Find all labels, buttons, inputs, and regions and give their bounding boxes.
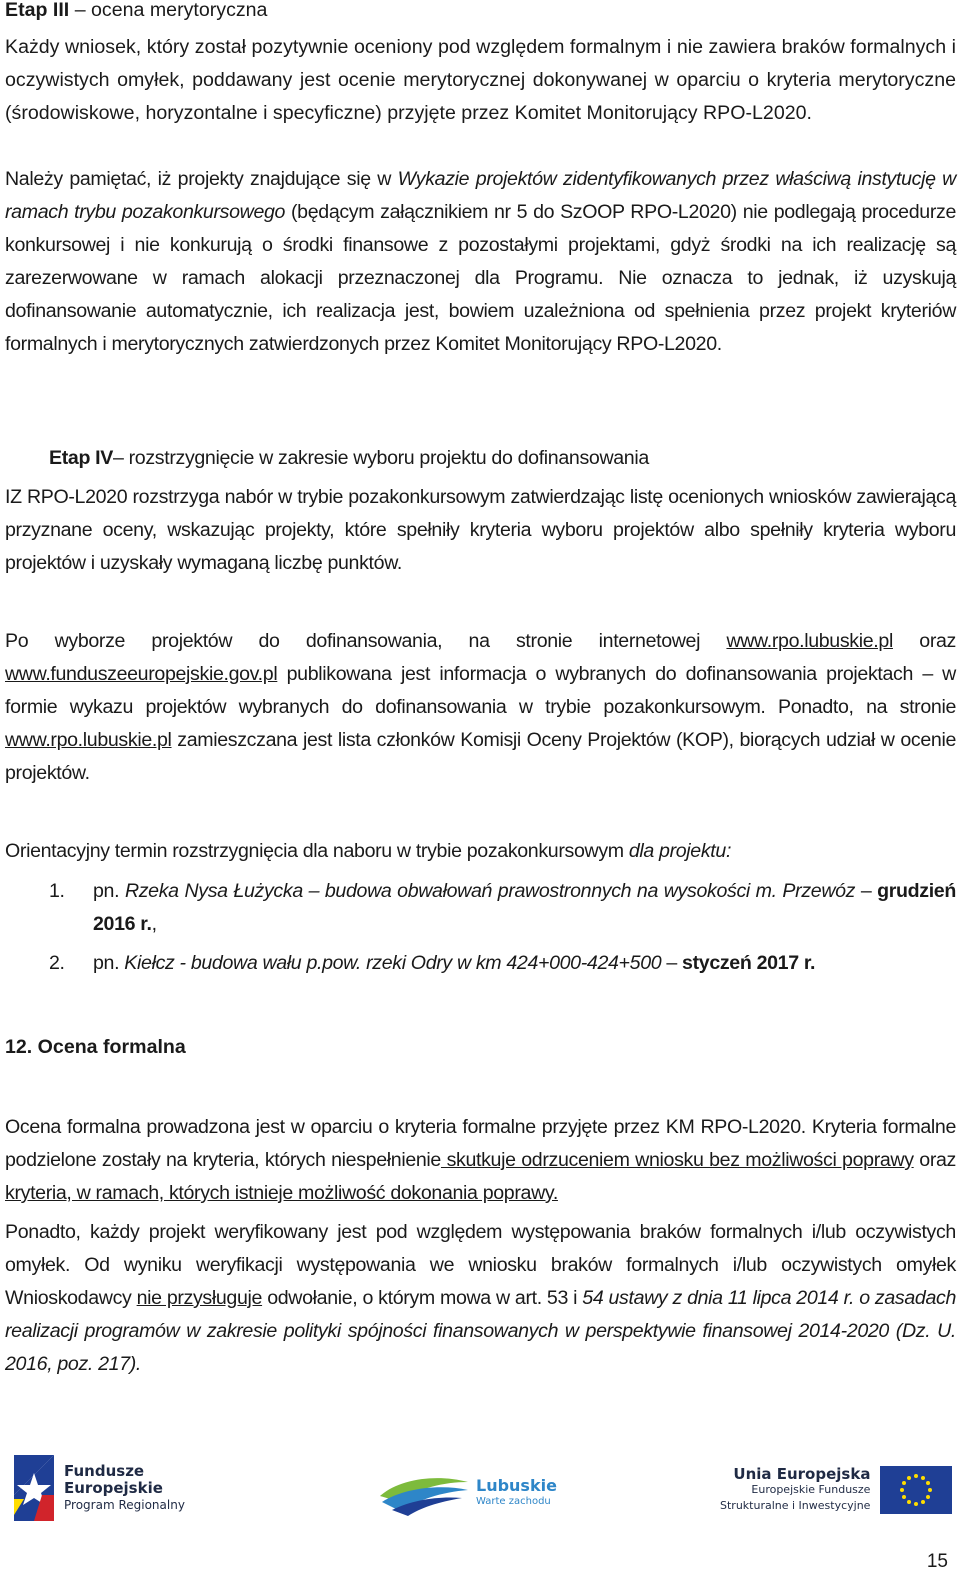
lubuskie-logo: Lubuskie Warte zachodu (378, 1469, 557, 1519)
stage3-paragraph-1: Każdy wniosek, który został pozytywnie oceniony pod względem formalnym i nie zawiera braków formalnych i oczywistych omyłek, poddawany jest ocenie merytorycznej dokonywanej w oparciu o kryteria merytoryczne (środowiskowe, horyzontalne i specyficzne) przyjęte przez Komitet Monitorujący RPO-L2020. (5, 36, 956, 124)
section-12-heading (5, 1031, 956, 1064)
section-12-paragraph-1: Ocena formalna prowadzona jest w oparciu o kryteria formalne przyjęte przez KM RPO-L2020. Kryteria formalne podzielone zostały na kryteria, których niespełnienie skutkuje odrzuceniem wniosku bez możliwości poprawy oraz kryteria, w ramach, których istnieje możliwość dokonania poprawy. (5, 1116, 956, 1204)
stage4-paragraph-3: Orientacyjny termin rozstrzygnięcia dla naboru w trybie pozakonkursowym dla projektu: (5, 840, 732, 862)
list-item: 1. pn. Rzeka Nysa Łużycka – budowa obwałowań prawostronnych na wysokości m. Przewóz – grudzień 2016 r., (49, 880, 956, 935)
stage4-paragraph-2: Po wyborze projektów do dofinansowania, na stronie internetowej www.rpo.lubuskie.pl oraz www.funduszeeuropejskie.gov.pl publikowana jest informacja o wybranych do dofinansowania projektach – w formie wykazu projektów wybranych do dofinansowania w trybie pozakonkursowym. Ponadto, na stronie www.rpo.lubuskie.pl zamieszczana jest lista członków Komisji Oceny Projektów (KOP), biorących udział w ocenie projektów. (5, 630, 956, 784)
stage4-title-rest: – rozstrzygnięcie w zakresie wyboru projektu do dofinansowania (112, 447, 649, 469)
stage3-paragraph-2: Należy pamiętać, iż projekty znajdujące się w Wykazie projektów zidentyfikowanych przez właściwą instytucję w ramach trybu pozakonkursowego (będącym załącznikiem nr 5 do SzOOP RPO-L2020) nie podlegają procedurze konkursowej i nie konkurują o środki finansowe z pozostałymi projektami, gdyż środki na ich realizację są zarezerwowane w ramach alokacji przeznaczonej dla Programu. Nie oznacza to jednak, iż uzyskują dofinansowanie automatycznie, ich realizacja jest, bowiem uzależniona od spełnienia przez projekt kryteriów formalnych i merytorycznych zatwierdzonych przez Komitet Monitorujący RPO-L2020. (5, 168, 956, 355)
project-list-title: Wykazie projektów zidentyfikowanych przez właściwą instytucję w ramach trybu pozakonkursowego (5, 168, 956, 223)
link-rpo-lubuskie-2[interactable]: www.rpo.lubuskie.pl (5, 729, 172, 751)
fundusze-europejskie-logo: Fundusze Europejskie Program Regionalny (14, 1455, 185, 1521)
section-12-paragraph-2: Ponadto, każdy projekt weryfikowany jest pod względem występowania braków formalnych i/lub oczywistych omyłek. Od wyniku weryfikacji występowania we wniosku braków formalnych i/lub oczywistych omyłek Wnioskodawcy nie przysługuje odwołanie, o którym mowa w art. 53 i 54 ustawy z dnia 11 lipca 2014 r. o zasadach realizacji programów w zakresie polityki spójności finansowanych w perspektywie finansowej 2014-2020 (Dz. U. 2016, poz. 217). (5, 1221, 956, 1375)
list-item: 2. pn. Kiełcz - budowa wału p.pow. rzeki Odry w km 424+000-424+500 – styczeń 2017 r. (49, 952, 816, 974)
stage4-title: Etap IV (49, 447, 113, 469)
stage3-heading (5, 0, 956, 27)
footer-logos (0, 1455, 960, 1525)
eu-flag-icon (880, 1466, 952, 1514)
link-funduszeeuropejskie[interactable]: www.funduszeeuropejskie.gov.pl (5, 663, 278, 685)
page-number: 15 (926, 1551, 948, 1572)
project-deadline-list (5, 875, 956, 980)
lubuskie-wave-icon (378, 1472, 470, 1516)
stage3-title-rest: – ocena merytoryczna (69, 0, 268, 21)
stage3-title: Etap III (5, 0, 70, 21)
stage4-paragraph-1: IZ RPO-L2020 rozstrzyga nabór w trybie pozakonkursowym zatwierdzając listę ocenionych wniosków zawierającą przyznane oceny, wskazując projekty, które spełniły kryteria wyboru projektów albo spełniły kryteria wyboru projektów i uzyskały wymaganą liczbę punktów. (5, 486, 956, 574)
link-rpo-lubuskie[interactable]: www.rpo.lubuskie.pl (726, 630, 893, 652)
fundusze-star-icon (14, 1455, 54, 1521)
stage4-heading (5, 442, 956, 475)
section-12-title: 12. Ocena formalna (5, 1036, 186, 1058)
unia-europejska-logo: Unia Europejska Europejskie Fundusze Strukturalne i Inwestycyjne (720, 1459, 952, 1521)
